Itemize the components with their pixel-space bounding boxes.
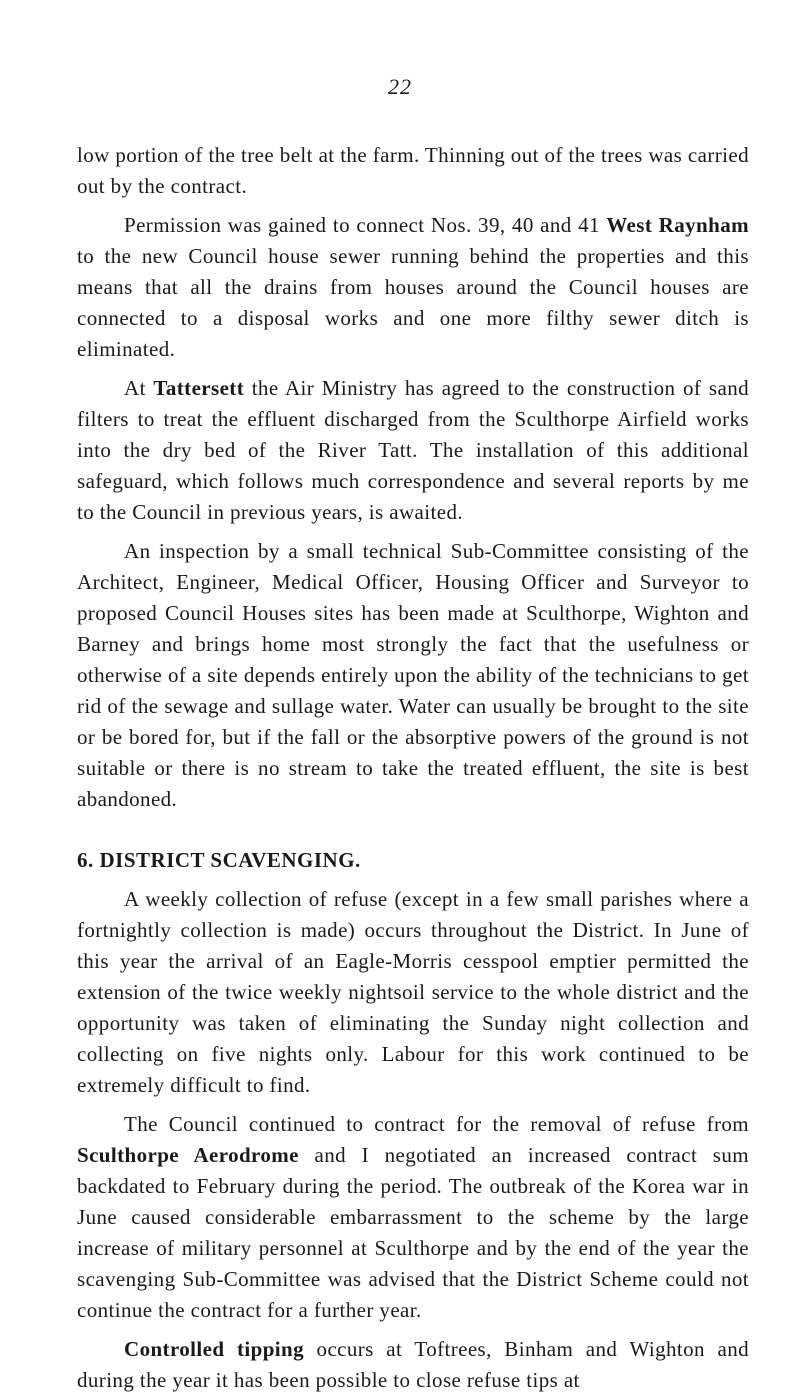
paragraph-inspection: An inspection by a small technical Sub-Committee consisting of the Architect, Engineer, Medical Officer, Housing Officer and Surveyor to proposed Council Houses sites has been made at Sculthorpe, Wighton and Barney and brings home most strongly the fact that the usefulness or otherwise of a site depends entirely upon the ability of the technicians to get rid of the sewage and sullage water. Water can usually be brought to the site or be bored for, but if the fall or the absorptive powers of the ground is not suitable or there is no stream to take the treated effluent, the site is best abandoned. <box>77 539 749 811</box>
place-name-bold: Tattersett <box>153 376 245 400</box>
paragraph-continuation: low portion of the tree belt at the farm. Thinning out of the trees was carried out by the contract. <box>77 143 749 198</box>
paragraph-west-raynham <box>77 210 749 365</box>
paragraph-text: Permission was gained to connect Nos. 39, 40 and 41 <box>124 213 607 237</box>
page-number: 22 <box>388 74 412 99</box>
section-heading: 6. DISTRICT SCAVENGING. <box>77 848 361 872</box>
paragraph-weekly-collection: A weekly collection of refuse (except in a few small parishes where a fortnightly collection is made) occurs throughout the District. In June of this year the arrival of an Eagle-Morris cesspool emptier permitted the extension of the twice weekly nightsoil service to the whole district and the opportunity was taken of eliminating the Sunday night collection and collecting on five nights only. Labour for this work continued to be extremely difficult to find. <box>77 887 749 1097</box>
term-bold: Controlled tipping <box>124 1337 304 1361</box>
document-body <box>77 140 749 1396</box>
paragraph-council-contract <box>77 1109 749 1326</box>
paragraph-text: the Air Ministry has agreed to the construction of sand filters to treat the effluent discharged from the Sculthorpe Airfield works into the dry bed of the River Tatt. The installation of this additional safeguard, which follows much correspondence and several reports by me to the Council in previous years, is awaited. <box>77 376 750 524</box>
paragraph-text: occurs at Toftrees, Binham and Wighton and during the year it has been possible to close refuse tips at <box>77 1337 749 1392</box>
paragraph-text: The Council continued to contract for the removal of refuse from <box>124 1112 749 1136</box>
paragraph-tattersett <box>77 373 749 528</box>
paragraph-text: and I negotiated an increased contract sum backdated to February during the period. The outbreak of the Korea war in June caused considerable embarrassment to the scheme by the large increase of military personnel at Sculthorpe and by the end of the year the scavenging Sub-Committee was advised that the District Scheme could not continue the contract for a further year. <box>77 1143 749 1322</box>
place-name-bold: West Raynham <box>606 213 749 237</box>
paragraph-text: At <box>124 376 154 400</box>
paragraph-text: to the new Council house sewer running behind the properties and this means that all the drains from houses around the Council houses are connected to a disposal works and one more filthy sewer ditch is eliminated. <box>77 244 749 361</box>
paragraph-controlled-tipping <box>77 1334 749 1396</box>
place-name-bold: Sculthorpe Aerodrome <box>77 1143 299 1167</box>
